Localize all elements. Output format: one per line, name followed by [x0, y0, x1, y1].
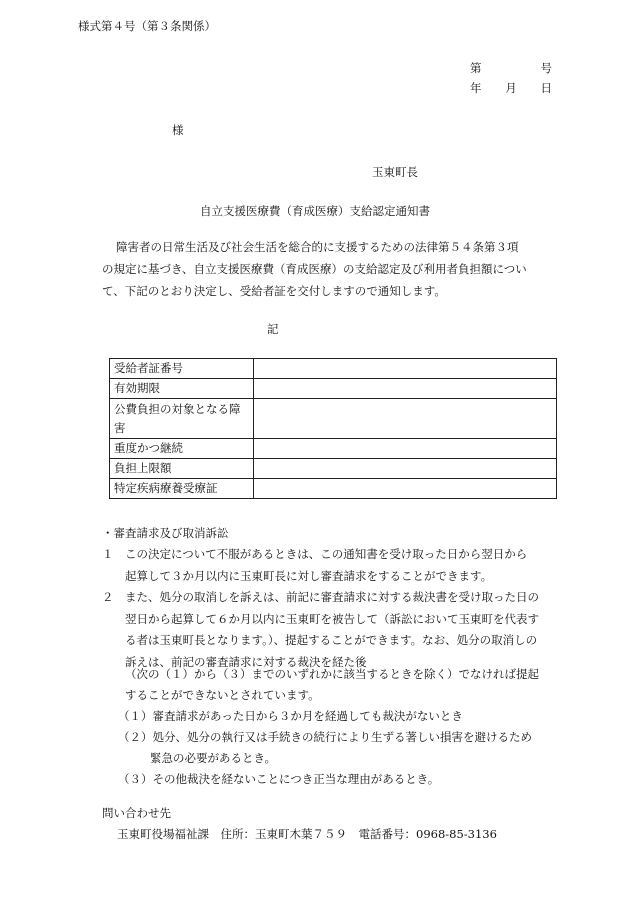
contact-heading: 問い合わせ先: [102, 806, 171, 820]
table-row: [110, 439, 557, 459]
row-label: [110, 399, 254, 439]
ki-heading: 記: [267, 322, 279, 336]
table-row: [110, 459, 557, 479]
row-label-line: 害: [114, 420, 126, 435]
sub-item: （３）その他裁決を経ないことにつき正当な理由があるとき。: [118, 772, 440, 786]
doc-no-suffix: 号: [540, 61, 552, 75]
body-line: 障害者の日常生活及び社会生活を総合的に支援するための法律第５４条第３項: [116, 240, 519, 254]
appeal-line: 翌日から起算して６か月以内に玉東町を被告して（訴訟において玉東町を代表す: [125, 612, 539, 626]
appeal-line: することができないとされています。: [125, 688, 320, 702]
appeal-line: る者は玉東町長となります。）、提起することができます。なお、処分の取消しの: [125, 633, 538, 647]
appeal-line: （次の（１）から（３）までのいずれかに該当するときを除く）でなければ提起: [125, 667, 539, 681]
appeal-heading: ・審査請求及び取消訴訟: [102, 526, 229, 540]
item-number: ２: [102, 590, 114, 604]
row-value: [254, 379, 557, 399]
table-row: [110, 379, 557, 399]
document-date: [470, 83, 552, 95]
date-year: 年: [470, 81, 482, 95]
appeal-line: 起算して３か月以内に玉東町長に対し審査請求をすることができます。: [125, 569, 493, 583]
body-line: の規定に基づき、自立支援医療費（育成医療）の支給認定及び利用者負担額につい: [102, 262, 527, 276]
appeal-line: この決定について不服があるときは、この通知書を受け取った日から翌日から: [125, 547, 528, 561]
info-table: [109, 358, 557, 499]
row-value: [254, 479, 557, 499]
table-row: [110, 399, 557, 439]
contact-info: 玉東町役場福祉課 住所：玉東町木葉７５９ 電話番号：0968-85-3136: [117, 827, 497, 841]
date-day: 日: [540, 81, 552, 95]
row-value: [254, 359, 557, 379]
document-number: [470, 63, 552, 75]
row-value: [254, 459, 557, 479]
sub-item: （１）審査請求があった日から３か月を経過しても裁決がないとき: [118, 709, 463, 723]
row-label: 特定疾病療養受療証: [110, 479, 254, 499]
addressee: 様: [172, 123, 184, 137]
document-title: 自立支援医療費（育成医療）支給認定通知書: [200, 204, 430, 218]
item-number: １: [102, 547, 114, 561]
sub-item: 緊急の必要があるとき。: [150, 751, 277, 765]
doc-no-prefix: 第: [470, 61, 482, 75]
body-line: て、下記のとおり決定し、受給者証を交付しますので通知します。: [102, 284, 446, 298]
sender: 玉東町長: [372, 165, 418, 179]
form-number: 様式第４号（第３条関係）: [78, 19, 216, 33]
row-value: [254, 439, 557, 459]
row-value: [254, 399, 557, 439]
row-label: 重度かつ継続: [110, 439, 254, 459]
table-row: [110, 479, 557, 499]
appeal-line: 訴えは、前記の審査請求に対する裁決を経た後: [125, 655, 367, 669]
table-row: [110, 359, 557, 379]
row-label: 受給者証番号: [110, 359, 254, 379]
row-label-line: 公費負担の対象となる障: [114, 401, 241, 416]
sub-item: （２）処分、処分の執行又は手続きの続行により生ずる著しい損害を避けるため: [118, 730, 532, 744]
row-label: 負担上限額: [110, 459, 254, 479]
appeal-line: また、処分の取消しを訴えは、前記に審査請求に対する裁決書を受け取った日の: [125, 590, 539, 604]
date-month: 月: [505, 81, 517, 95]
row-label: 有効期限: [110, 379, 254, 399]
